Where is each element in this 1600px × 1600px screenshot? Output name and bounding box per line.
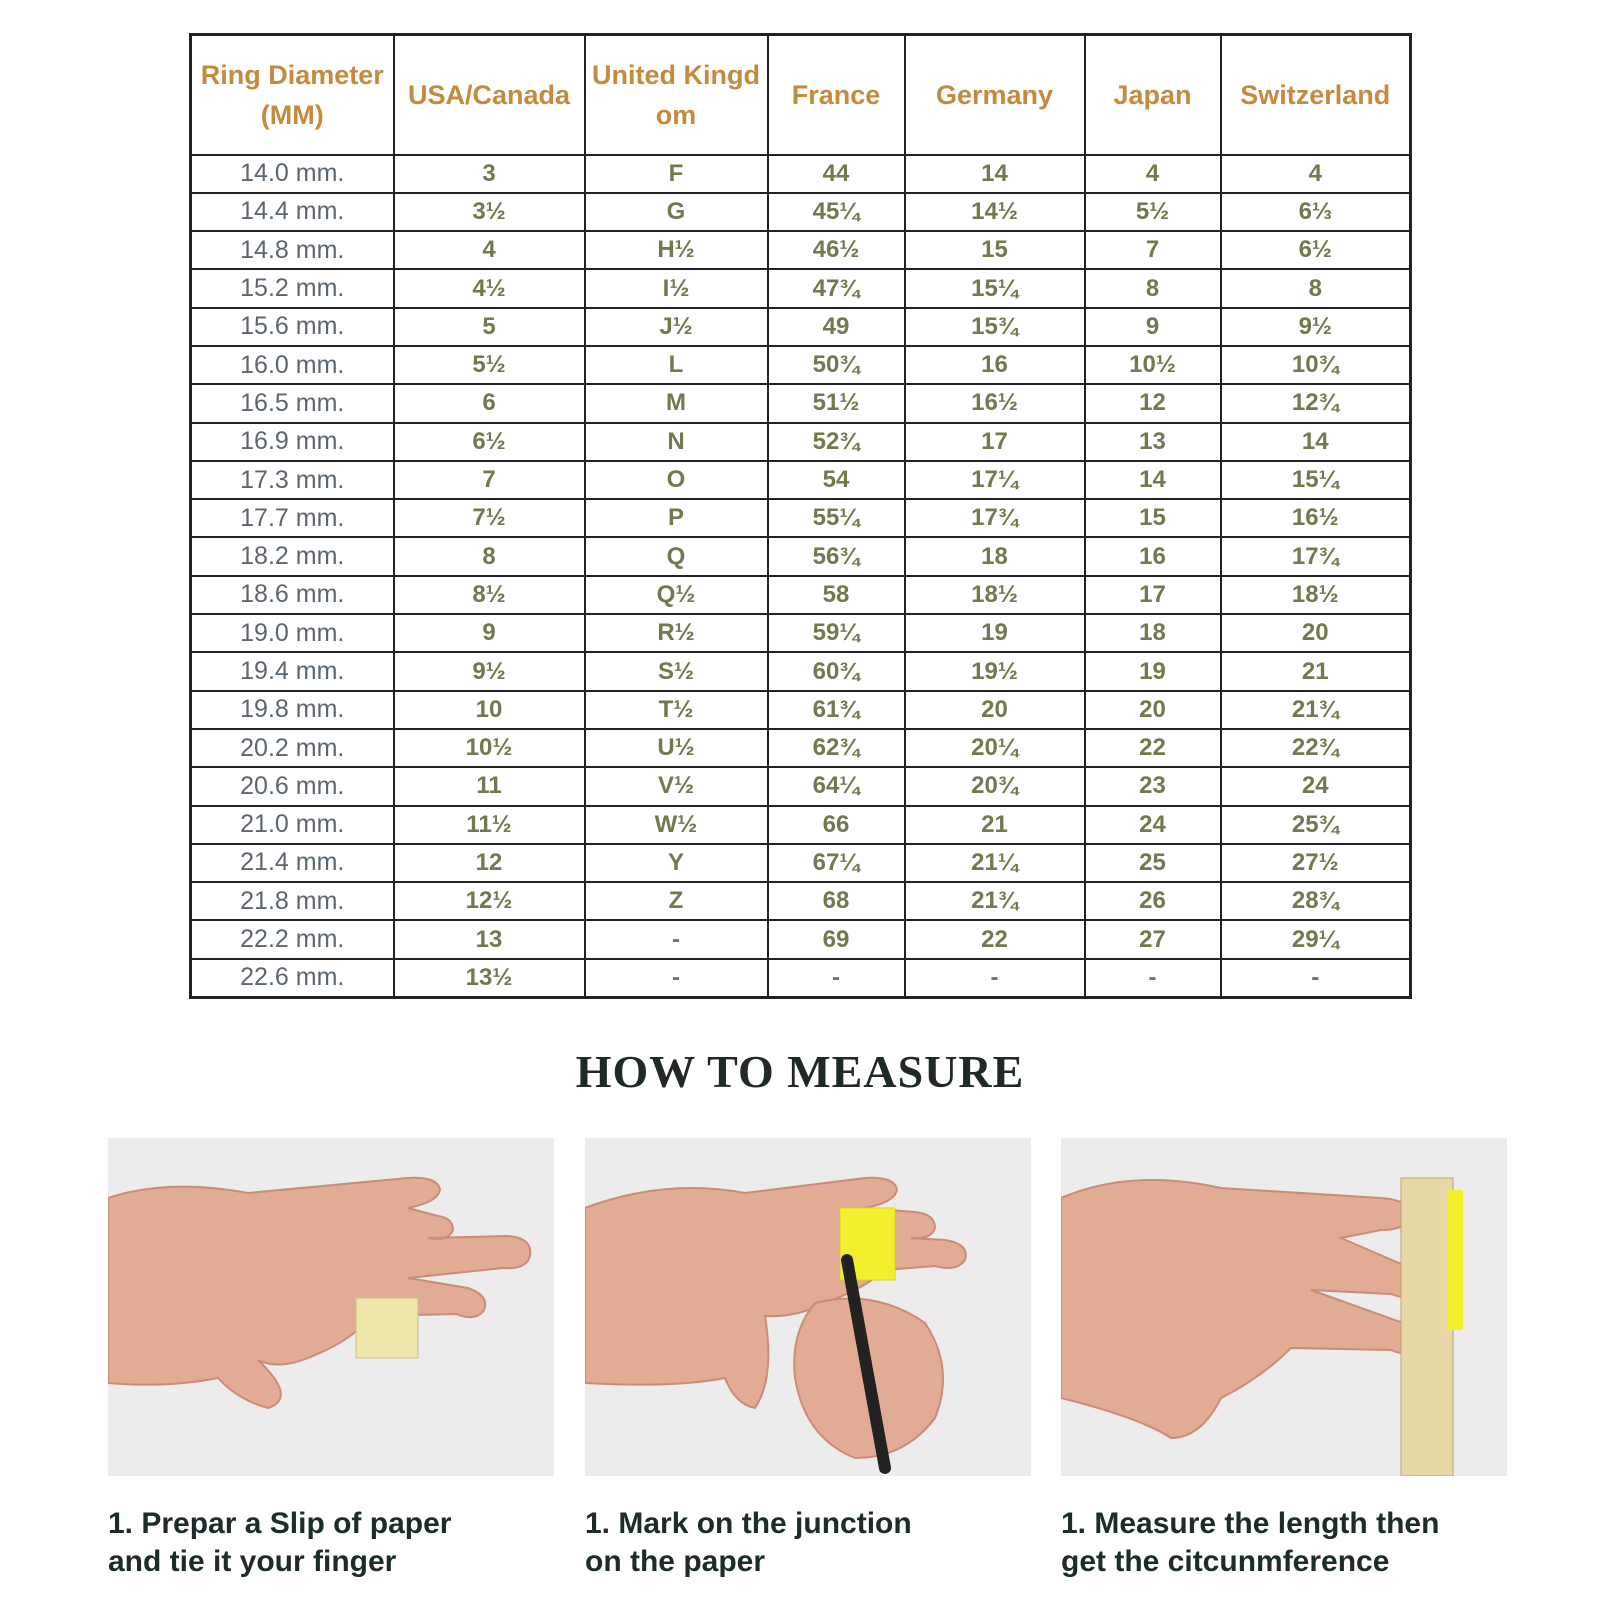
size-cell: 9 (1085, 308, 1221, 346)
size-cell: 21 (905, 806, 1085, 844)
size-cell: Q½ (585, 576, 768, 614)
size-cell: L (585, 346, 768, 384)
table-row (191, 308, 1411, 346)
table-row (191, 959, 1411, 997)
table-row (191, 269, 1411, 307)
size-cell: 15¾ (905, 308, 1085, 346)
step-2-image (585, 1138, 1031, 1476)
ring-diameter-cell: 22.6 mm. (191, 959, 394, 997)
header-usa-canada: USA/Canada (394, 35, 585, 155)
size-cell: 8 (1221, 269, 1411, 307)
table-row (191, 767, 1411, 805)
size-cell: 25¾ (1221, 806, 1411, 844)
size-cell: 6½ (394, 423, 585, 461)
size-cell: 6 (394, 384, 585, 422)
size-cell: 3½ (394, 193, 585, 231)
table-row (191, 384, 1411, 422)
size-cell: 19 (905, 614, 1085, 652)
size-cell: 8 (394, 537, 585, 575)
size-cell: 62¾ (768, 729, 905, 767)
size-cell: 66 (768, 806, 905, 844)
ring-diameter-cell: 15.2 mm. (191, 269, 394, 307)
size-cell: 10¾ (1221, 346, 1411, 384)
size-cell: 26 (1085, 882, 1221, 920)
size-cell: 17 (1085, 576, 1221, 614)
size-cell: 9½ (394, 652, 585, 690)
size-cell: 64¼ (768, 767, 905, 805)
size-cell: 17¼ (905, 461, 1085, 499)
ring-diameter-cell: 18.6 mm. (191, 576, 394, 614)
step-2-caption-line2: on the paper (585, 1545, 766, 1578)
step-3-caption (1061, 1505, 1521, 1581)
size-cell: 18½ (1221, 576, 1411, 614)
step-3-caption-line1: 1. Measure the length then (1061, 1507, 1440, 1540)
size-cell: 69 (768, 920, 905, 958)
size-cell: 5½ (1085, 193, 1221, 231)
header-switzerland: Switzerland (1221, 35, 1411, 155)
table-header-row (191, 35, 1411, 155)
size-cell: 68 (768, 882, 905, 920)
size-cell: 14 (1221, 423, 1411, 461)
header-france: France (768, 35, 905, 155)
ring-size-table (189, 33, 1412, 999)
table-row (191, 155, 1411, 193)
size-cell: 7½ (394, 499, 585, 537)
size-cell: 52¾ (768, 423, 905, 461)
hand-with-paper-slip-illustration (108, 1138, 554, 1476)
ring-diameter-cell: 16.5 mm. (191, 384, 394, 422)
size-cell: 20 (905, 691, 1085, 729)
size-cell: 20¼ (905, 729, 1085, 767)
size-cell: 14 (905, 155, 1085, 193)
size-cell: 16½ (905, 384, 1085, 422)
header-germany: Germany (905, 35, 1085, 155)
step-1-image (108, 1138, 554, 1476)
header-japan: Japan (1085, 35, 1221, 155)
size-cell: 54 (768, 461, 905, 499)
size-cell: 67¼ (768, 844, 905, 882)
size-cell: O (585, 461, 768, 499)
size-cell: 23 (1085, 767, 1221, 805)
size-cell: 16½ (1221, 499, 1411, 537)
size-cell: 9 (394, 614, 585, 652)
size-cell: 24 (1221, 767, 1411, 805)
size-cell: 50¾ (768, 346, 905, 384)
size-cell: V½ (585, 767, 768, 805)
size-cell: 24 (1085, 806, 1221, 844)
size-cell: W½ (585, 806, 768, 844)
size-cell: 15¼ (905, 269, 1085, 307)
size-cell: 49 (768, 308, 905, 346)
size-cell: 15¼ (1221, 461, 1411, 499)
table-row (191, 576, 1411, 614)
ring-diameter-cell: 16.9 mm. (191, 423, 394, 461)
size-cell: 20¾ (905, 767, 1085, 805)
step-3-image (1061, 1138, 1507, 1476)
size-cell: 22¾ (1221, 729, 1411, 767)
table-row (191, 806, 1411, 844)
table-row (191, 652, 1411, 690)
size-cell: - (585, 959, 768, 997)
size-cell: 17 (905, 423, 1085, 461)
header-ring-diameter: Ring Diameter (MM) (191, 35, 394, 155)
size-cell: 6½ (1221, 231, 1411, 269)
table-row (191, 346, 1411, 384)
size-cell: 3 (394, 155, 585, 193)
size-cell: 21 (1221, 652, 1411, 690)
size-cell: 22 (905, 920, 1085, 958)
size-cell: 17¾ (905, 499, 1085, 537)
size-cell: 9½ (1221, 308, 1411, 346)
size-cell: 19½ (905, 652, 1085, 690)
size-cell: - (905, 959, 1085, 997)
size-cell: 21¾ (1221, 691, 1411, 729)
size-cell: 10½ (394, 729, 585, 767)
size-cell: 4 (1221, 155, 1411, 193)
size-cell: M (585, 384, 768, 422)
size-cell: 60¾ (768, 652, 905, 690)
size-cell: 10½ (1085, 346, 1221, 384)
size-cell: 12 (394, 844, 585, 882)
table-row (191, 499, 1411, 537)
size-cell: 11 (394, 767, 585, 805)
table-row (191, 193, 1411, 231)
ring-diameter-cell: 22.2 mm. (191, 920, 394, 958)
size-cell: S½ (585, 652, 768, 690)
size-cell: Q (585, 537, 768, 575)
size-cell: 16 (905, 346, 1085, 384)
ring-diameter-cell: 19.4 mm. (191, 652, 394, 690)
size-cell: 46½ (768, 231, 905, 269)
size-cell: 27 (1085, 920, 1221, 958)
size-cell: F (585, 155, 768, 193)
size-cell: 16 (1085, 537, 1221, 575)
size-cell: J½ (585, 308, 768, 346)
step-2-caption (585, 1505, 1045, 1581)
table-row (191, 729, 1411, 767)
size-cell: 12¾ (1221, 384, 1411, 422)
table-body (191, 155, 1411, 998)
size-cell: 13½ (394, 959, 585, 997)
size-cell: 5½ (394, 346, 585, 384)
size-cell: N (585, 423, 768, 461)
ring-diameter-cell: 16.0 mm. (191, 346, 394, 384)
table-row (191, 614, 1411, 652)
step-2-caption-line1: 1. Mark on the junction (585, 1507, 912, 1540)
size-cell: 27½ (1221, 844, 1411, 882)
ring-diameter-cell: 14.8 mm. (191, 231, 394, 269)
size-cell: U½ (585, 729, 768, 767)
size-cell: 19 (1085, 652, 1221, 690)
ring-diameter-cell: 15.6 mm. (191, 308, 394, 346)
table-row (191, 423, 1411, 461)
size-cell: 47¾ (768, 269, 905, 307)
hand-marking-paper-illustration (585, 1138, 1031, 1476)
size-cell: 44 (768, 155, 905, 193)
table-row (191, 461, 1411, 499)
table-row (191, 537, 1411, 575)
size-cell: - (585, 920, 768, 958)
size-cell: 21¼ (905, 844, 1085, 882)
size-cell: 61¾ (768, 691, 905, 729)
step-1-caption (108, 1505, 568, 1581)
step-1-caption-line1: 1. Prepar a Slip of paper (108, 1507, 452, 1540)
ring-diameter-cell: 14.4 mm. (191, 193, 394, 231)
ring-diameter-cell: 14.0 mm. (191, 155, 394, 193)
table-row (191, 844, 1411, 882)
ring-diameter-cell: 19.8 mm. (191, 691, 394, 729)
size-cell: H½ (585, 231, 768, 269)
size-cell: 11½ (394, 806, 585, 844)
size-cell: 18 (905, 537, 1085, 575)
size-cell: 10 (394, 691, 585, 729)
size-cell: 17¾ (1221, 537, 1411, 575)
size-cell: 4 (1085, 155, 1221, 193)
size-cell: 56¾ (768, 537, 905, 575)
size-cell: - (768, 959, 905, 997)
how-to-measure-title: HOW TO MEASURE (575, 1046, 1025, 1097)
hand-with-ruler-illustration (1061, 1138, 1507, 1476)
size-cell: 7 (1085, 231, 1221, 269)
ring-diameter-cell: 20.6 mm. (191, 767, 394, 805)
size-cell: 21¾ (905, 882, 1085, 920)
size-cell: 55¼ (768, 499, 905, 537)
header-united-kingdom: United Kingdom (585, 35, 768, 155)
size-cell: 4 (394, 231, 585, 269)
size-cell: 59¼ (768, 614, 905, 652)
size-cell: 8 (1085, 269, 1221, 307)
size-cell: G (585, 193, 768, 231)
ring-diameter-cell: 20.2 mm. (191, 729, 394, 767)
size-cell: 5 (394, 308, 585, 346)
size-cell: 6⅓ (1221, 193, 1411, 231)
ring-diameter-cell: 21.8 mm. (191, 882, 394, 920)
step-1-caption-line2: and tie it your finger (108, 1545, 397, 1578)
table-row (191, 882, 1411, 920)
size-cell: 25 (1085, 844, 1221, 882)
size-cell: 45¼ (768, 193, 905, 231)
ring-diameter-cell: 21.0 mm. (191, 806, 394, 844)
size-cell: 18 (1085, 614, 1221, 652)
size-cell: 14 (1085, 461, 1221, 499)
table-row (191, 231, 1411, 269)
size-cell: T½ (585, 691, 768, 729)
size-cell: Z (585, 882, 768, 920)
size-cell: 15 (905, 231, 1085, 269)
size-cell: 13 (1085, 423, 1221, 461)
ring-diameter-cell: 17.7 mm. (191, 499, 394, 537)
size-cell: 8½ (394, 576, 585, 614)
size-cell: 12 (1085, 384, 1221, 422)
ring-diameter-cell: 18.2 mm. (191, 537, 394, 575)
size-cell: 13 (394, 920, 585, 958)
size-cell: 29¼ (1221, 920, 1411, 958)
size-cell: 28¾ (1221, 882, 1411, 920)
table-row (191, 691, 1411, 729)
size-cell: 18½ (905, 576, 1085, 614)
size-cell: Y (585, 844, 768, 882)
ring-diameter-cell: 19.0 mm. (191, 614, 394, 652)
size-cell: 12½ (394, 882, 585, 920)
size-cell: 14½ (905, 193, 1085, 231)
size-cell: - (1221, 959, 1411, 997)
step-3-caption-line2: get the citcunmference (1061, 1545, 1390, 1578)
ring-diameter-cell: 17.3 mm. (191, 461, 394, 499)
size-cell: I½ (585, 269, 768, 307)
size-cell: R½ (585, 614, 768, 652)
size-cell: 20 (1085, 691, 1221, 729)
ring-diameter-cell: 21.4 mm. (191, 844, 394, 882)
size-cell: 58 (768, 576, 905, 614)
size-cell: - (1085, 959, 1221, 997)
size-cell: 7 (394, 461, 585, 499)
size-cell: 20 (1221, 614, 1411, 652)
size-cell: 15 (1085, 499, 1221, 537)
table-row (191, 920, 1411, 958)
size-cell: 22 (1085, 729, 1221, 767)
size-cell: 51½ (768, 384, 905, 422)
size-cell: 4½ (394, 269, 585, 307)
size-cell: P (585, 499, 768, 537)
